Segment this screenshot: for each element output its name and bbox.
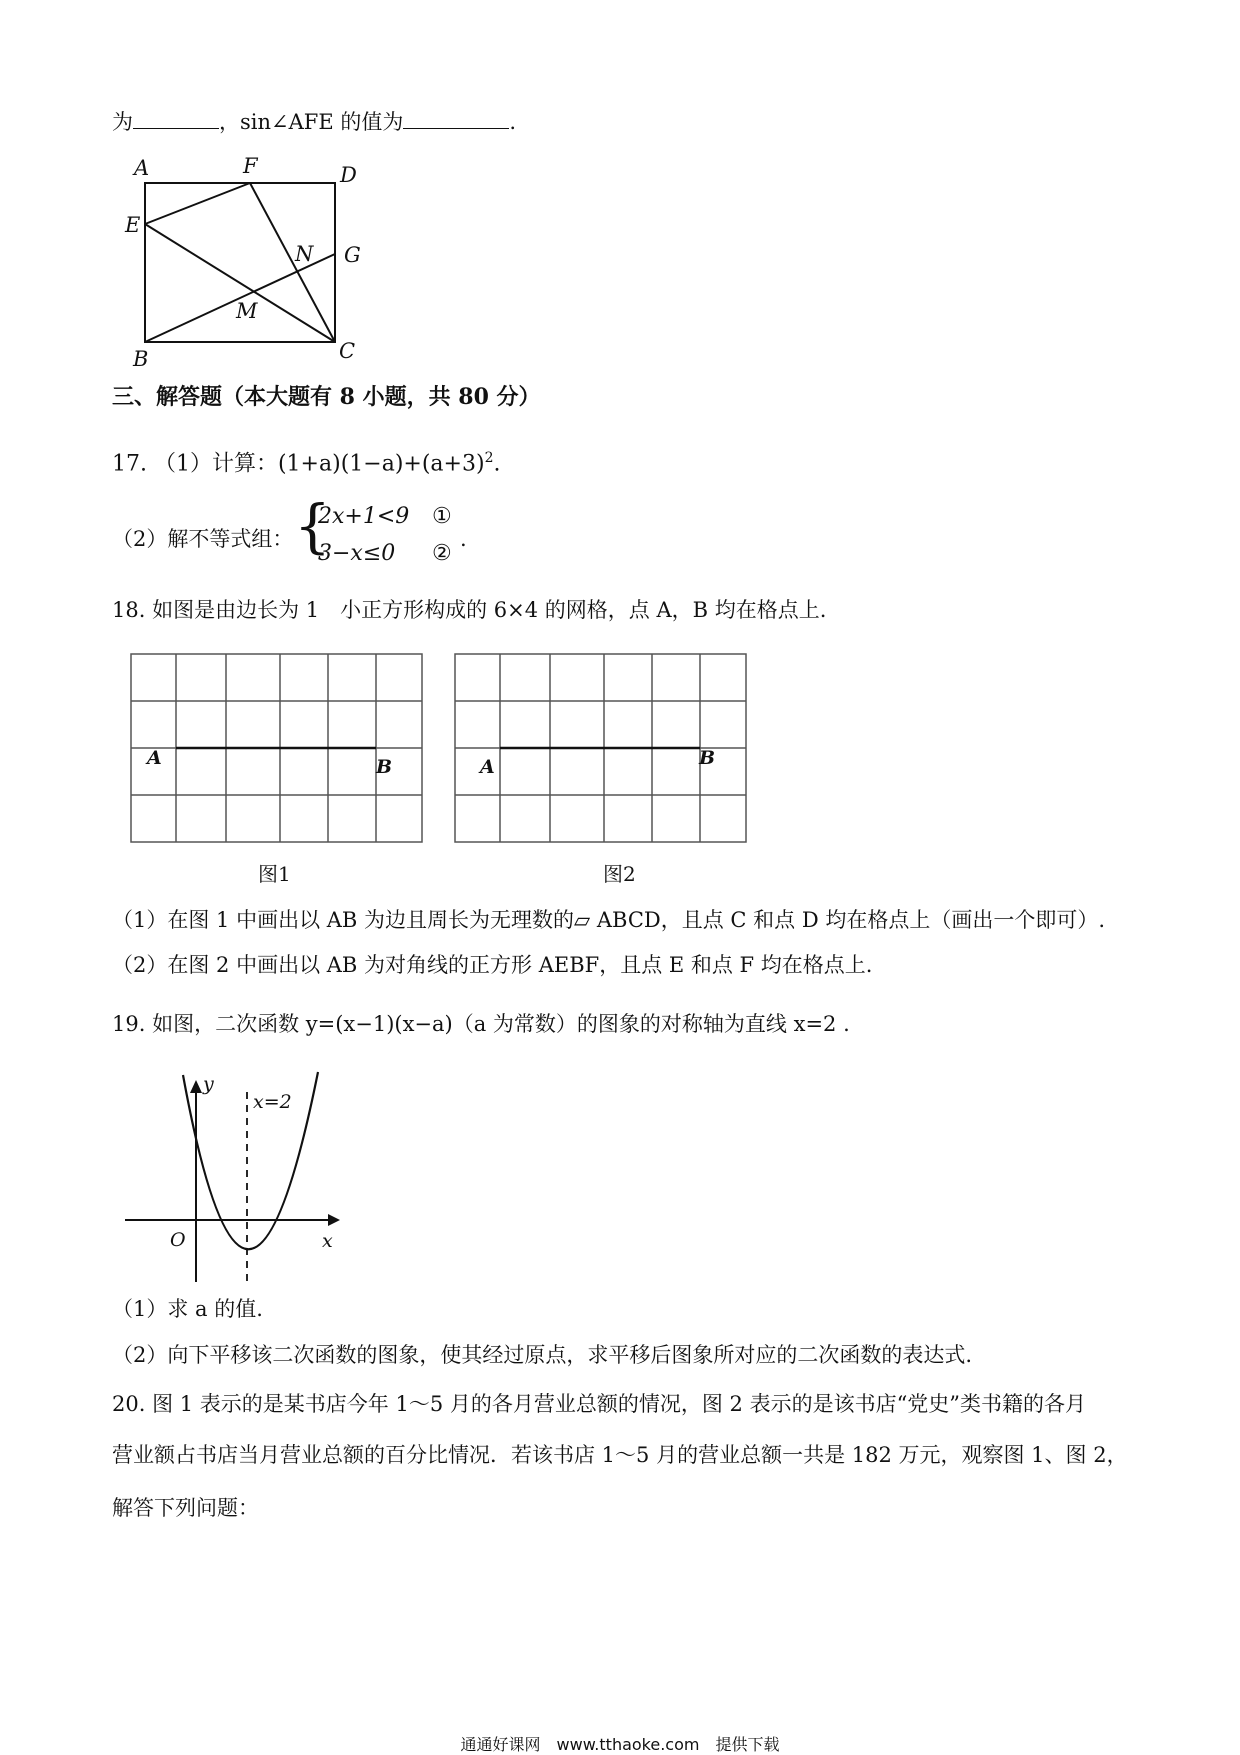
fig2-label-a: A bbox=[480, 756, 495, 778]
inequality-2-mark: ② bbox=[432, 541, 452, 566]
label-a: A bbox=[134, 156, 150, 180]
inequality-1-mark: ① bbox=[432, 504, 452, 529]
label-x-axis: x bbox=[322, 1230, 333, 1252]
label-origin: O bbox=[170, 1229, 186, 1251]
label-d: D bbox=[340, 163, 357, 187]
q18-part1: （1）在图 1 中画出以 AB 为边且周长为无理数的▱ ABCD，且点 C 和点 D 均在格点上（画出一个即可）. bbox=[112, 908, 1106, 932]
q20-line1: 20. 图 1 表示的是某书店今年 1～5 月的各月营业总额的情况，图 2 表示的是该书店“党史”类书籍的各月 bbox=[112, 1392, 1087, 1416]
label-g: G bbox=[344, 243, 361, 267]
page-footer: 通通好课网 www.tthaoke.com 提供下载 bbox=[460, 1735, 780, 1754]
label-b: B bbox=[133, 347, 149, 371]
q19-part1: （1）求 a 的值. bbox=[112, 1297, 263, 1321]
q19-parabola-figure bbox=[125, 1072, 340, 1282]
label-e: E bbox=[125, 213, 141, 237]
label-symmetry-axis: x=2 bbox=[253, 1091, 292, 1113]
q17-part1-text: 17. （1）计算：(1+a)(1−a)+(a+3) bbox=[112, 451, 485, 477]
q17-part2-label: （2）解不等式组： bbox=[112, 527, 294, 551]
segment-ef bbox=[145, 183, 250, 224]
q17-part2-end: . bbox=[460, 527, 467, 551]
segment-fc bbox=[250, 183, 335, 342]
inequality-1: 2x+1<9 bbox=[318, 504, 410, 529]
label-m: M bbox=[236, 299, 258, 323]
q18-part2: （2）在图 2 中画出以 AB 为对角线的正方形 AEBF，且点 E 和点 F 均在格点上. bbox=[112, 953, 873, 977]
label-y-axis: y bbox=[203, 1073, 214, 1095]
text-suffix: . bbox=[509, 110, 517, 134]
system-brace: { bbox=[294, 492, 331, 560]
q17-part1-end: . bbox=[493, 451, 501, 477]
q17-exponent: 2 bbox=[484, 450, 494, 466]
section-3-title: 三、解答题（本大题有 8 小题，共 80 分） bbox=[112, 384, 541, 410]
q18-stem: 18. 如图是由边长为 1 小正方形构成的 6×4 的网格，点 A，B 均在格点上. bbox=[112, 598, 827, 622]
fig1-label-a: A bbox=[147, 747, 162, 769]
q18-captions bbox=[258, 862, 636, 886]
q19-stem: 19. 如图，二次函数 y=(x−1)(x−a)（a 为常数）的图象的对称轴为直线 x=2 . bbox=[112, 1012, 850, 1036]
inequality-2: 3−x≤0 bbox=[318, 541, 396, 566]
parabola-curve bbox=[183, 1072, 318, 1249]
label-f: F bbox=[243, 154, 258, 178]
text-middle: ，sin∠AFE 的值为 bbox=[219, 110, 404, 134]
q19-part2: （2）向下平移该二次函数的图象，使其经过原点，求平移后图象所对应的二次函数的表达式. bbox=[112, 1343, 973, 1367]
q19-labels bbox=[170, 1073, 333, 1252]
y-axis-arrow bbox=[190, 1080, 202, 1093]
fig2-caption: 图2 bbox=[603, 862, 636, 886]
q20-line3: 解答下列问题： bbox=[112, 1496, 259, 1520]
label-n: N bbox=[295, 242, 314, 266]
fig1-label-b: B bbox=[376, 756, 393, 778]
fig2-label-b: B bbox=[699, 747, 716, 769]
text-prefix: 为 bbox=[112, 110, 133, 134]
q18-point-labels bbox=[145, 747, 715, 778]
q17-part1 bbox=[112, 444, 500, 478]
fig1-caption: 图1 bbox=[258, 862, 291, 886]
segment-bg bbox=[145, 254, 335, 342]
q20-line2: 营业额占书店当月营业总额的百分比情况．若该书店 1～5 月的营业总额一共是 182 万元，观察图 1、图 2， bbox=[112, 1443, 1128, 1467]
label-c: C bbox=[339, 339, 356, 363]
x-axis-arrow bbox=[328, 1214, 340, 1226]
